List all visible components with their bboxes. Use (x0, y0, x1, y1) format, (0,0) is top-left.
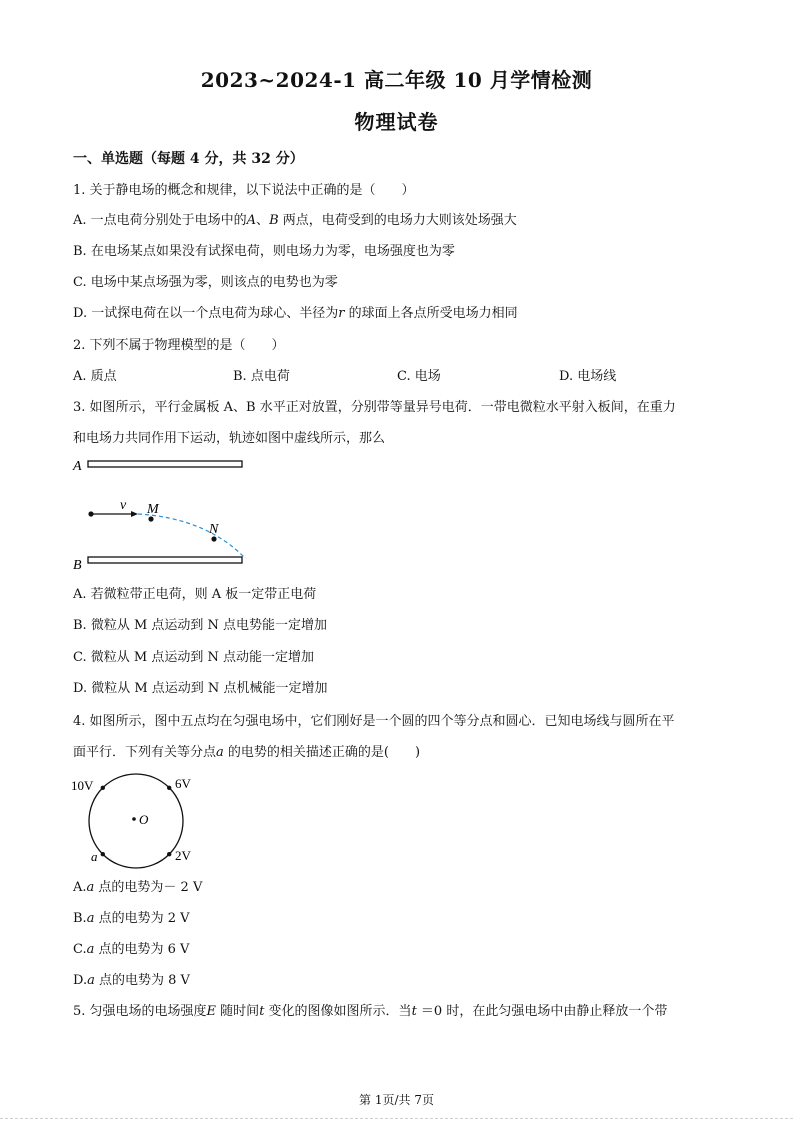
q4-c-text: 点的电势为 6 V (94, 942, 190, 957)
velocity-arrowhead (131, 511, 138, 517)
q1-sep: 、 (256, 213, 270, 228)
label-10v: 10V (71, 778, 94, 793)
q5-stem-text: 5. 匀强电场的电场强度 (73, 1004, 207, 1019)
plate-a (88, 461, 242, 467)
q1-var-r: r (338, 306, 345, 321)
point-m (148, 516, 153, 521)
q4-d-text: 点的电势为 8 V (94, 973, 190, 988)
plate-b-label: B (73, 558, 82, 573)
q1-option-a-text: A. 一点电荷分别处于电场中的 (73, 213, 247, 228)
q4-option-d (73, 972, 190, 990)
q1-option-c: C. 电场中某点场强为零，则该点的电势也为零 (73, 275, 338, 290)
q4-a-prefix: A. (73, 880, 87, 895)
q3-stem-line2: 和电场力共同作用下运动，轨迹如图中虚线所示，那么 (73, 431, 386, 446)
q2-options (73, 368, 723, 386)
trajectory-dashed (138, 514, 244, 557)
center-point (132, 817, 136, 821)
point-top-right (167, 786, 171, 790)
q4-c-var: a (86, 942, 95, 957)
q4-b-prefix: B. (73, 911, 87, 926)
q3-plates-figure (70, 452, 260, 574)
q4-b-var: a (86, 911, 95, 926)
plate-b (88, 557, 242, 563)
q3-option-a: A. 若微粒带正电荷，则 A 板一定带正电荷 (73, 587, 317, 602)
q1-stem: 1. 关于静电场的概念和规律，以下说法中正确的是（ ） (73, 183, 415, 198)
q4-a-var: a (86, 880, 95, 895)
q4-b-text: 点的电势为 2 V (94, 911, 190, 926)
q1-var-b: B (269, 213, 279, 228)
q4-a-text: 点的电势为－ 2 V (94, 880, 203, 895)
section-heading: 一、单选题（每题 4 分，共 32 分） (73, 151, 304, 167)
q3-stem-line1: 3. 如图所示，平行金属板 A、B 水平正对放置，分别带等量异号电荷．一带电微粒水平射入板间，在重力 (73, 400, 676, 415)
q4-option-b (73, 910, 190, 928)
q4-stem-line2-tail: 的电势的相关描述正确的是( ) (223, 745, 421, 760)
q1-option-d-tail: 的球面上各点所受电场力相同 (344, 306, 518, 321)
q2-stem: 2. 下列不属于物理模型的是（ ） (73, 338, 285, 353)
plate-a-label: A (73, 459, 82, 474)
q1-option-a (73, 212, 517, 230)
exam-title: 2023~2024-1 高二年级 10 月学情检测 (200, 68, 593, 92)
q3-option-d: D. 微粒从 M 点运动到 N 点机械能一定增加 (73, 681, 328, 696)
q2-option-b: B. 点电荷 (233, 369, 290, 384)
q4-d-var: a (87, 973, 95, 988)
q3-option-c: C. 微粒从 M 点运动到 N 点动能一定增加 (73, 650, 314, 665)
q2-option-a: A. 质点 (73, 369, 117, 384)
entry-point (88, 511, 93, 516)
velocity-label: v (120, 498, 127, 513)
q4-d-prefix: D. (73, 973, 88, 988)
q1-option-d-text: D. 一试探电荷在以一个点电荷为球心、半径为 (73, 306, 339, 321)
label-a: a (91, 849, 98, 864)
q4-var-a: a (216, 745, 224, 760)
q5-var-t: t (259, 1004, 265, 1019)
point-top-left (101, 786, 105, 790)
label-2v: 2V (175, 848, 191, 863)
q4-option-a (73, 879, 202, 897)
point-bottom-right (167, 852, 171, 856)
q4-stem-line2-text: 面平行．下列有关等分点 (73, 745, 217, 760)
q1-var-a: A (246, 213, 257, 228)
q5-stem-tail: ＝0 时，在此匀强电场中由静止释放一个带 (416, 1004, 668, 1019)
q4-circle-figure (68, 772, 208, 870)
exam-subject: 物理试卷 (354, 110, 439, 134)
q4-stem-line2 (73, 744, 420, 762)
q4-stem-line1: 4. 如图所示，图中五点均在匀强电场中，它们刚好是一个圆的四个等分点和圆心．已知电场线与圆所在平 (73, 714, 675, 729)
q2-option-c: C. 电场 (397, 369, 441, 384)
page-footer: 第 1页/共 7页 (359, 1093, 434, 1107)
bottom-divider (0, 1118, 793, 1119)
q1-option-a-tail: 两点，电荷受到的电场力大则该处场强大 (278, 213, 517, 228)
q4-option-c (73, 941, 189, 959)
q3-option-b: B. 微粒从 M 点运动到 N 点电势能一定增加 (73, 618, 328, 633)
point-n (211, 536, 216, 541)
q5-stem-mid2: 变化的图像如图所示．当 (264, 1004, 412, 1019)
point-a (101, 852, 105, 856)
q1-option-b: B. 在电场某点如果没有试探电荷，则电场力为零，电场强度也为零 (73, 244, 455, 259)
point-n-label: N (209, 522, 219, 537)
q5-stem-mid1: 随时间 (216, 1004, 260, 1019)
label-6v: 6V (175, 776, 191, 791)
point-m-label: M (147, 502, 159, 517)
q5-var-t2: t (411, 1004, 417, 1019)
q1-option-d (73, 305, 518, 323)
label-o: O (139, 812, 149, 827)
q5-stem (73, 1003, 667, 1021)
q4-c-prefix: C. (73, 942, 87, 957)
q2-option-d: D. 电场线 (559, 369, 617, 384)
q5-var-e: E (206, 1004, 217, 1019)
